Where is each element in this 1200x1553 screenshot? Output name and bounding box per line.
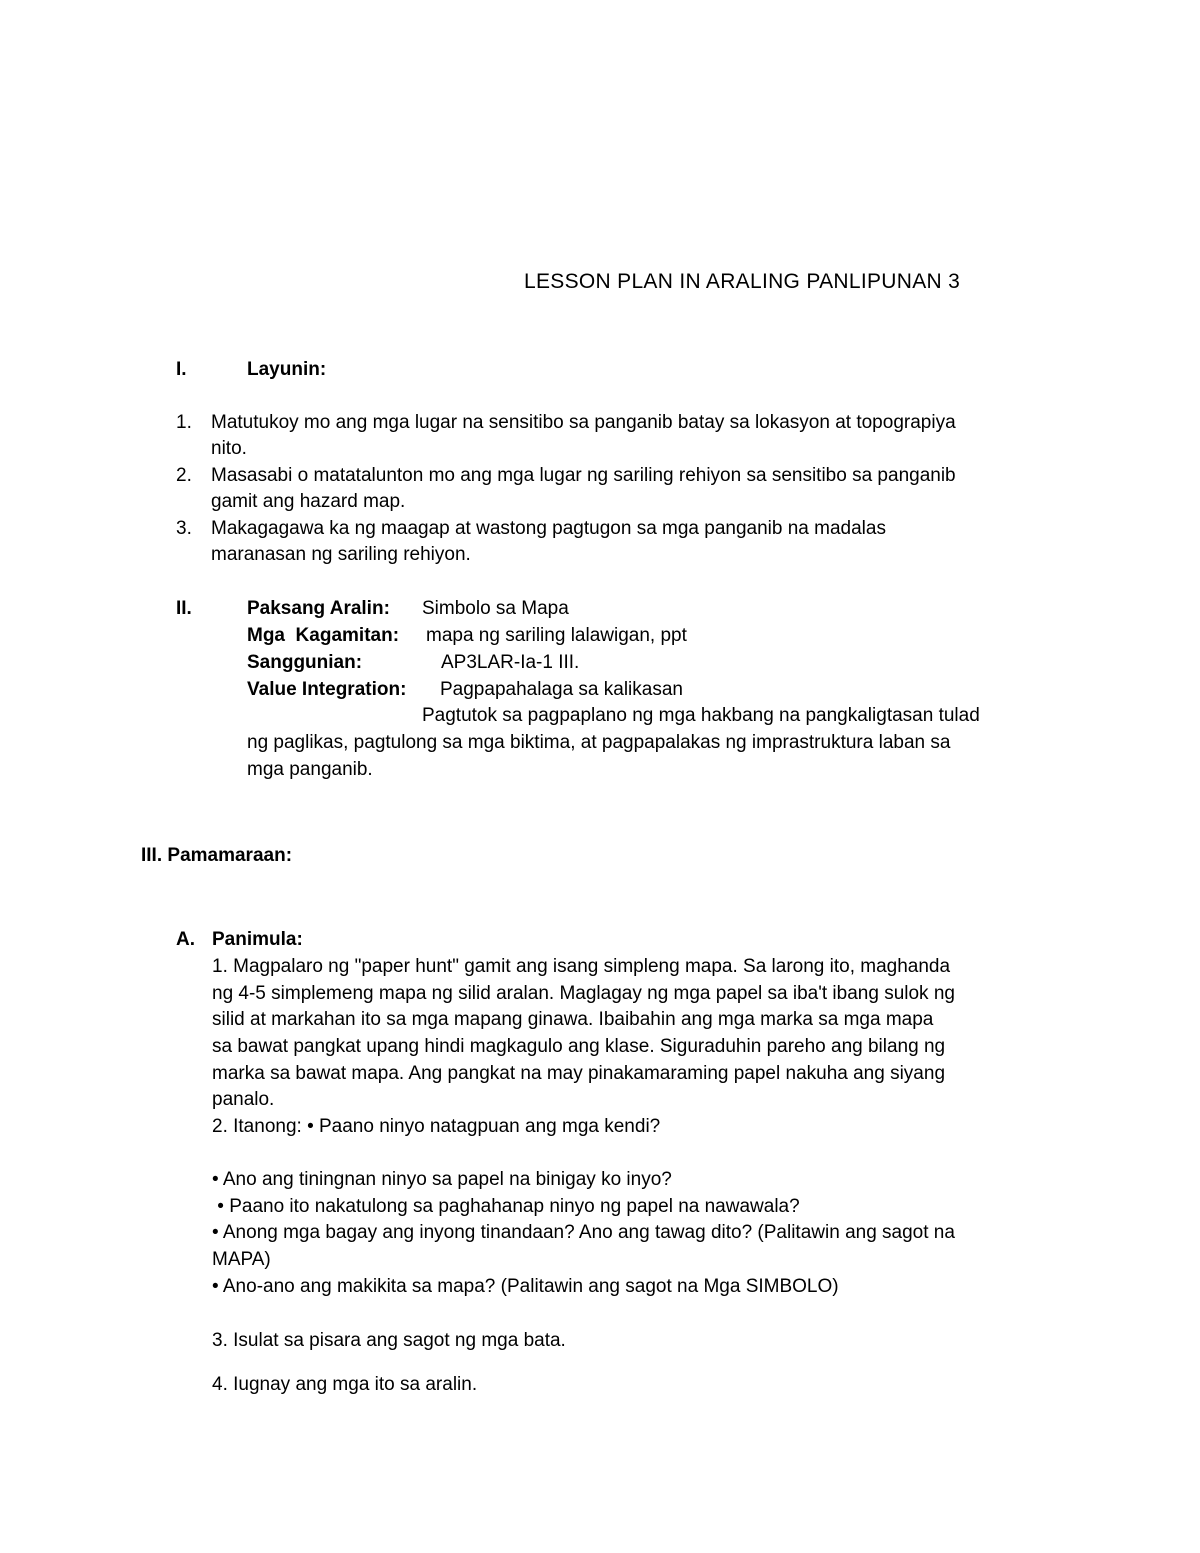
value-integration-line: mga panganib. [247, 759, 373, 780]
value-integration-label: Value Integration: [247, 679, 407, 700]
sanggunian-value: AP3LAR-Ia-1 III. [441, 652, 580, 673]
objective-line: maranasan ng sariling rehiyon. [211, 544, 471, 565]
objective-line: Makagagawa ka ng maagap at wastong pagtugon sa mga panganib na madalas [211, 518, 886, 539]
paragraph-line: ng 4-5 simplemeng mapa ng silid aralan. Maglagay ng mga papel sa iba't ibang sulok ng [212, 983, 955, 1004]
question-item: • Ano-ano ang makikita sa mapa? (Palitawin ang sagot na Mga SIMBOLO) [212, 1276, 839, 1297]
question-item: • Paano ito nakatulong sa paghahanap ninyo ng papel na nawawala? [212, 1196, 800, 1217]
value-integration-value: Pagpapahalaga sa kalikasan [440, 679, 683, 700]
objective-line: Masasabi o matatalunton mo ang mga lugar ng sariling rehiyon sa sensitibo sa panganib [211, 465, 956, 486]
kagamitan-value: mapa ng sariling lalawigan, ppt [426, 625, 687, 646]
question-item: • Ano ang tiningnan ninyo sa papel na binigay ko inyo? [212, 1169, 672, 1190]
paragraph-line: panalo. [212, 1089, 275, 1110]
paragraph-line: silid at markahan ito sa mga mapang ginawa. Ibaibahin ang mga marka sa mga mapa [212, 1009, 934, 1030]
paksang-aralin-value: Simbolo sa Mapa [422, 598, 569, 619]
subsection-letter: A. [176, 929, 195, 950]
step-4-line: 4. Iugnay ang mga ito sa aralin. [212, 1374, 478, 1395]
paragraph-line: 1. Magpalaro ng "paper hunt" gamit ang isang simpleng mapa. Sa larong ito, maghanda [212, 956, 951, 977]
objective-number: 2. [176, 465, 192, 486]
value-integration-line: Pagtutok sa pagpaplano ng mga hakbang na pangkaligtasan tulad [422, 705, 980, 726]
section-2-numeral: II. [176, 598, 192, 619]
objective-number: 1. [176, 412, 192, 433]
objective-line: Matutukoy mo ang mga lugar na sensitibo sa panganib batay sa lokasyon at topograpiya [211, 412, 956, 433]
step-2-line: 2. Itanong: • Paano ninyo natagpuan ang mga kendi? [212, 1116, 661, 1137]
subsection-heading: Panimula: [212, 929, 303, 950]
paragraph-line: marka sa bawat mapa. Ang pangkat na may pinakamaraming papel nakuha ang siyang [212, 1063, 946, 1084]
section-3-heading: III. Pamamaraan: [141, 845, 293, 866]
paksang-aralin-label: Paksang Aralin: [247, 598, 390, 619]
objective-line: gamit ang hazard map. [211, 491, 406, 512]
section-1-heading: Layunin: [247, 359, 327, 380]
sanggunian-label: Sanggunian: [247, 652, 363, 673]
value-integration-line: ng paglikas, pagtulong sa mga biktima, at pagpapalakas ng imprastruktura laban sa [247, 732, 951, 753]
step-3-line: 3. Isulat sa pisara ang sagot ng mga bata. [212, 1330, 566, 1351]
kagamitan-label: Mga Kagamitan: [247, 625, 400, 646]
question-item: • Anong mga bagay ang inyong tinandaan? Ano ang tawag dito? (Palitawin ang sagot na [212, 1222, 955, 1243]
objective-number: 3. [176, 518, 192, 539]
paragraph-line: sa bawat pangkat upang hindi magkagulo ang klase. Siguraduhin pareho ang bilang ng [212, 1036, 946, 1057]
objective-line: nito. [211, 438, 247, 459]
document-title: LESSON PLAN IN ARALING PANLIPUNAN 3 [524, 270, 961, 293]
question-item: MAPA) [212, 1249, 271, 1270]
section-1-numeral: I. [176, 359, 187, 380]
